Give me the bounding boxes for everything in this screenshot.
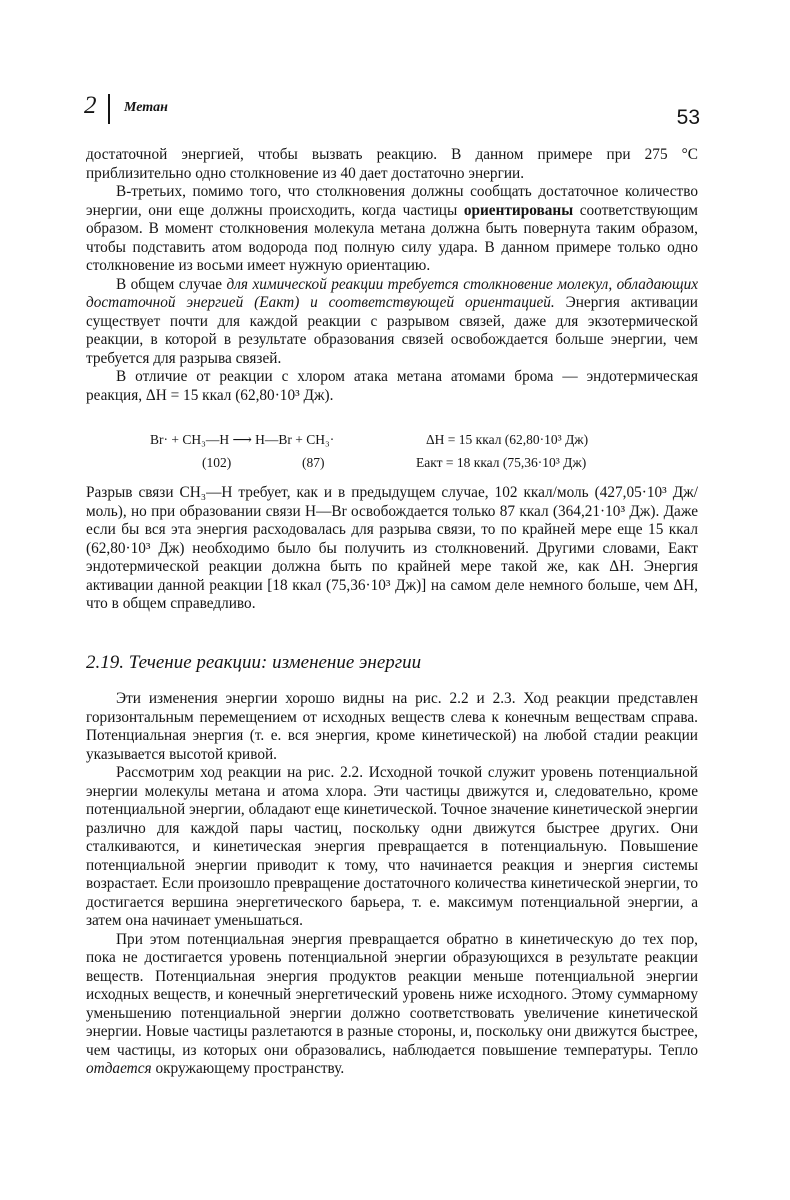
running-header — [84, 92, 700, 132]
header-divider — [108, 94, 110, 124]
text-block-bottom — [86, 690, 698, 1079]
text-block-top — [86, 146, 698, 405]
page-number: 53 — [676, 106, 700, 129]
paragraph: В-третьих, помимо того, что столкновения должны сообщать достаточное количество энергии, они еще должны происходить, когда частицы ориентированы соответствующим образом. В момент столкновения молекула метана должна быть повернута таким образом, чтобы подставить атом водорода под полную силу удара. В данном примере только одно столкновение из восьми имеет нужную ориентацию. — [86, 183, 698, 274]
text-block-middle — [86, 484, 698, 614]
paragraph: Эти изменения энергии хорошо видны на рис. 2.2 и 2.3. Ход реакции представлен горизонтальным перемещением от исходных веществ слева к конечным веществам справа. Потенциальная энергия (т. е. вся энергия, кроме кинетической) на любой стадии реакции указывается высотой кривой. — [86, 690, 698, 763]
enthalpy-value: ΔH = 15 ккал (62,80·10³ Дж) — [426, 432, 589, 447]
section-heading: 2.19. Течение реакции: изменение энергии — [86, 652, 422, 673]
chapter-title: Метан — [124, 100, 168, 115]
paragraph: достаточной энергией, чтобы вызвать реакцию. В данном примере при 275 °С приблизительно одно столкновение из 40 дает достаточно энергии. — [86, 146, 698, 182]
paragraph: Рассмотрим ход реакции на рис. 2.2. Исходной точкой служит уровень потенциальной энергии молекулы метана и атома хлора. Эти частицы движутся и, следовательно, кроме потенциальной энергии, обладают еще кинетической. Точное значение кинетической энергии различно для каждой пары частиц, поскольку одни движутся быстрее других. Они сталкиваются, и кинетическая энергия превращается в потенциальную. Повышение потенциальной энергии приводит к тому, что начинается реакция и энергия системы возрастает. Если произошло превращение достаточного количества кинетической энергии, то достигается вершина энергетического барьера, т. е. максимум потенциальной энергии, а затем она начинает уменьшаться. — [86, 764, 698, 929]
bond-energy-ch: (102) — [202, 455, 232, 470]
chapter-number: 2 — [84, 92, 97, 119]
paragraph: Разрыв связи CH₃—H требует, как и в предыдущем случае, 102 ккал/моль (427,05·10³ Дж/моль), но при образовании связи H—Br освобождается только 87 ккал (364,21·10³ Дж). Даже если бы вся эта энергия расходовалась для разрыва связи, то по крайней мере еще 15 ккал (62,80·10³ Дж) необходимо было бы получить из столкновений. Другими словами, Eакт эндотермической реакции должна быть по крайней мере такой же, как ΔH. Энергия активации данной реакции [18 ккал (75,36·10³ Дж)] на самом деле немного больше, чем ΔH, что в общем справедливо. — [86, 484, 698, 612]
activation-energy-value: Eакт = 18 ккал (75,36·10³ Дж) — [416, 455, 587, 470]
paragraph: При этом потенциальная энергия превращается обратно в кинетическую до тех пор, пока не достигается уровень потенциальной энергии образующихся в результате реакции веществ. Потенциальная энергия продуктов реакции меньше потенциальной энергии исходных веществ, и конечный энергетический уровень ниже исходного. Этому суммарному уменьшению потенциальной энергии должно соответствовать увеличение кинетической энергии. Новые частицы разлетаются в разные стороны, и, поскольку они движутся быстрее, чем частицы, из которых они образовались, наблюдается повышение температуры. Тепло отдается окружающему пространству. — [86, 930, 698, 1077]
bond-energy-hbr: (87) — [302, 455, 325, 470]
reaction-formula: Br· + CH₃—H ⟶ H—Br + CH₃· — [150, 432, 335, 447]
paragraph: В общем случае для химической реакции требуется столкновение молекул, обладающих достаточной энергией (Eакт) и соответствующей ориентацией. Энергия активации существует почти для каждой реакции с разрывом связей, даже для экзотермической реакции, в которой в результате образования связей освобождается больше энергии, чем требуется для разрыва связей. — [86, 275, 699, 367]
paragraph: В отличие от реакции с хлором атака метана атомами брома — эндотермическая реакция, ΔH = 15 ккал (62,80·10³ Дж). — [86, 368, 698, 404]
